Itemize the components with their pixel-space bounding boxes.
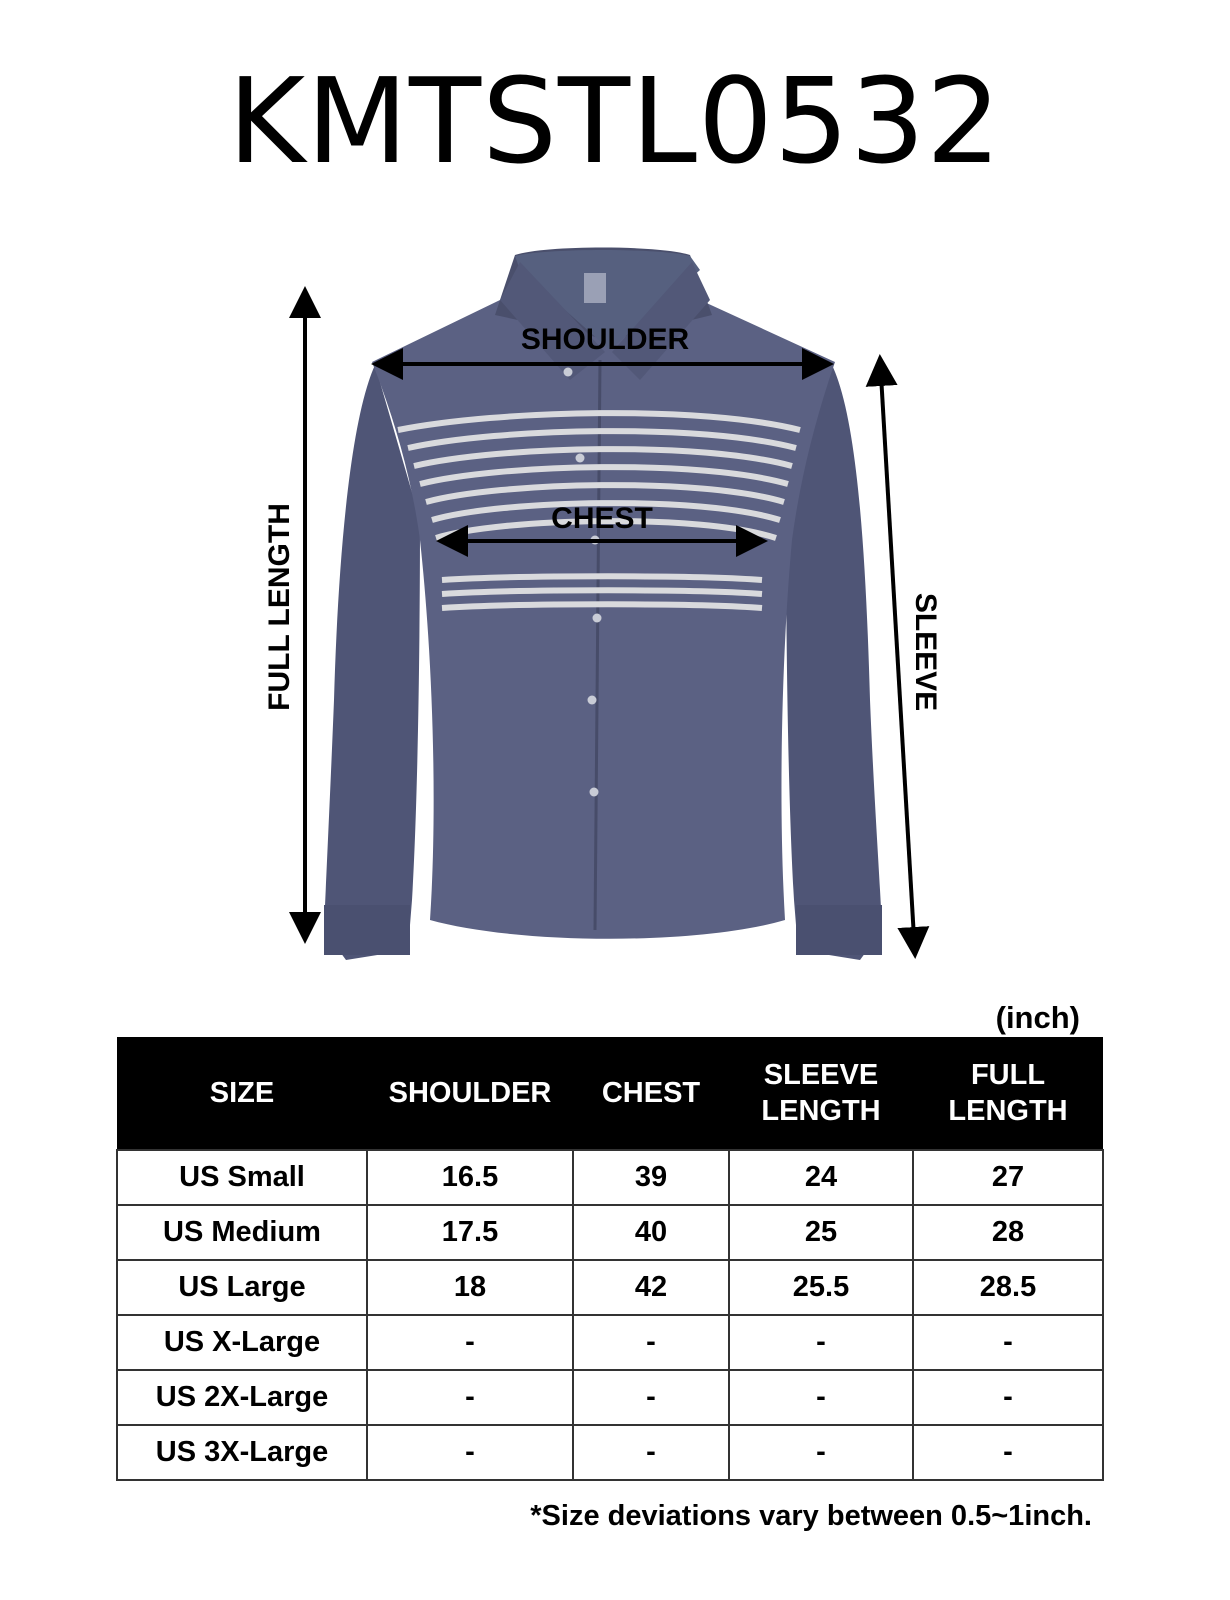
header-sleeve-length-text: SLEEVE LENGTH (761, 1058, 881, 1127)
chest-cell: 40 (573, 1205, 729, 1260)
full-length-cell: - (913, 1370, 1103, 1425)
chest-label: CHEST (551, 502, 653, 535)
sleeve-cell: 25 (729, 1205, 913, 1260)
full-length-label: FULL LENGTH (263, 503, 296, 711)
shoulder-cell: 17.5 (367, 1205, 573, 1260)
shirt-body (372, 300, 835, 939)
header-shoulder: SHOULDER (367, 1037, 573, 1150)
table-row (117, 1260, 1103, 1315)
chest-cell: 39 (573, 1150, 729, 1205)
sleeve-cell: - (729, 1425, 913, 1480)
shoulder-cell: 18 (367, 1260, 573, 1315)
chest-cell: - (573, 1370, 729, 1425)
neck-tag (584, 273, 606, 303)
header-full-length-text: FULL LENGTH (948, 1058, 1068, 1127)
table-row (117, 1425, 1103, 1480)
sleeve-cell: - (729, 1370, 913, 1425)
shoulder-cell: - (367, 1370, 573, 1425)
unit-label: (inch) (995, 1000, 1080, 1035)
product-code-title: KMTSTL0532 (227, 52, 1003, 190)
size-cell: US 2X-Large (117, 1370, 367, 1425)
shoulder-cell: - (367, 1315, 573, 1370)
shoulder-cell: - (367, 1425, 573, 1480)
size-chart-table (116, 1037, 1104, 1481)
table-row (117, 1205, 1103, 1260)
full-length-cell: 28.5 (913, 1260, 1103, 1315)
shoulder-label: SHOULDER (520, 323, 690, 356)
full-length-cell: 28 (913, 1205, 1103, 1260)
shoulder-cell: 16.5 (367, 1150, 573, 1205)
table-header-row (117, 1037, 1103, 1150)
header-size: SIZE (117, 1037, 367, 1150)
size-cell: US Large (117, 1260, 367, 1315)
full-length-cell: - (913, 1315, 1103, 1370)
sleeve-cell: 24 (729, 1150, 913, 1205)
table-row (117, 1315, 1103, 1370)
size-deviation-note: *Size deviations vary between 0.5~1inch. (530, 1500, 1092, 1532)
chest-cell: 42 (573, 1260, 729, 1315)
size-cell: US Small (117, 1150, 367, 1205)
header-full-length (913, 1037, 1103, 1150)
full-length-cell: 27 (913, 1150, 1103, 1205)
chest-cell: - (573, 1425, 729, 1480)
sleeve-cell: - (729, 1315, 913, 1370)
header-chest: CHEST (573, 1037, 729, 1150)
full-length-cell: - (913, 1425, 1103, 1480)
header-sleeve-length (729, 1037, 913, 1150)
chest-cell: - (573, 1315, 729, 1370)
sleeve-label: SLEEVE (909, 592, 942, 712)
size-cell: US 3X-Large (117, 1425, 367, 1480)
size-cell: US X-Large (117, 1315, 367, 1370)
table-row (117, 1370, 1103, 1425)
table-row (117, 1150, 1103, 1205)
sleeve-cell: 25.5 (729, 1260, 913, 1315)
size-cell: US Medium (117, 1205, 367, 1260)
